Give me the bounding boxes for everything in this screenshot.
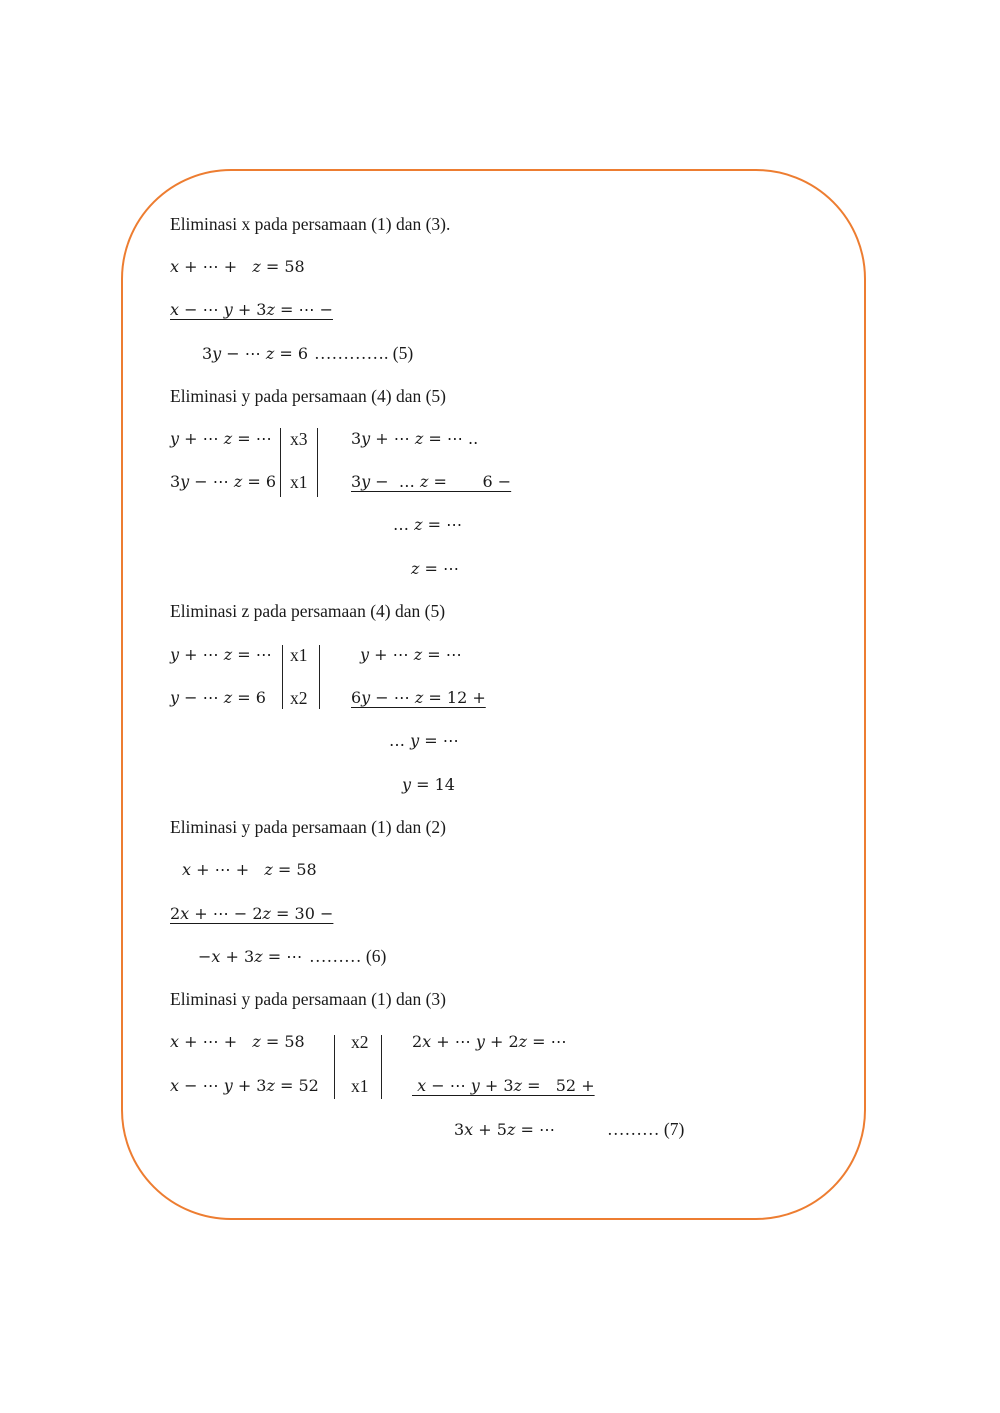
s2-right-equation-1: 3𝑦 + ⋯ 𝑧 = ⋯ .. (351, 429, 479, 448)
s3-result-2: 𝑦 = 14 (402, 775, 455, 794)
s4-result: −𝑥 + 3𝑧 = ⋯ (198, 947, 303, 966)
s3-divider-right (319, 645, 320, 709)
s2-left-equation-2: 3𝑦 − ⋯ 𝑧 = 6 (170, 472, 277, 491)
s2-multiplier-1: x3 (290, 429, 308, 449)
s5-result-label: ……… (7) (607, 1119, 685, 1139)
s5-result: 3𝑥 + 5𝑧 = ⋯ (454, 1120, 555, 1139)
s4-result-label: ……… (6) (309, 946, 387, 966)
s3-result-1: … 𝑦 = ⋯ (389, 731, 459, 750)
s4-equation-2: 2𝑥 + ⋯ − 2𝑧 = 30 − (170, 904, 334, 923)
s5-multiplier-2: x1 (351, 1076, 369, 1096)
s3-divider-left (282, 645, 283, 709)
s3-right-equation-1: 𝑦 + ⋯ 𝑧 = ⋯ (360, 645, 462, 664)
s2-divider-left (280, 428, 281, 497)
s4-equation-1: 𝑥 + ⋯ + 𝑧 = 58 (182, 860, 317, 879)
s2-result-2: 𝑧 = ⋯ (411, 559, 460, 578)
s2-left-equation-1: 𝑦 + ⋯ 𝑧 = ⋯ (170, 429, 272, 448)
s2-divider-right (317, 428, 318, 497)
heading-eliminate-y-1-2: Eliminasi y pada persamaan (1) dan (2) (170, 817, 447, 837)
s5-divider-left (334, 1035, 335, 1099)
s3-left-equation-1: 𝑦 + ⋯ 𝑧 = ⋯ (170, 645, 272, 664)
s5-left-equation-1: 𝑥 + ⋯ + 𝑧 = 58 (170, 1032, 305, 1051)
s5-right-equation-1: 2𝑥 + ⋯ 𝑦 + 2𝑧 = ⋯ (412, 1032, 567, 1051)
heading-eliminate-x-1-3: Eliminasi x pada persamaan (1) dan (3). (170, 214, 451, 234)
s5-right-equation-2: 𝑥 − ⋯ 𝑦 + 3𝑧 = 52 + (412, 1076, 595, 1095)
s2-result-1: … 𝑧 = ⋯ (393, 515, 463, 534)
heading-eliminate-y-1-3: Eliminasi y pada persamaan (1) dan (3) (170, 989, 447, 1009)
s3-multiplier-2: x2 (290, 688, 308, 708)
heading-eliminate-z-4-5: Eliminasi z pada persamaan (4) dan (5) (170, 601, 446, 621)
s2-right-equation-2: 3𝑦 − … 𝑧 = 6 − (351, 472, 512, 491)
heading-eliminate-y-4-5: Eliminasi y pada persamaan (4) dan (5) (170, 386, 447, 406)
s3-multiplier-1: x1 (290, 645, 308, 665)
s3-left-equation-2: 𝑦 − ⋯ 𝑧 = 6 (170, 688, 266, 707)
s2-multiplier-2: x1 (290, 472, 308, 492)
s1-equation-1: 𝑥 + ⋯ + 𝑧 = 58 (170, 257, 305, 276)
s1-result-label: …………. (5) (314, 343, 414, 363)
s5-multiplier-1: x2 (351, 1032, 369, 1052)
s1-equation-3: 𝑥 − ⋯ 𝑦 + 3𝑧 = ⋯ − (170, 300, 333, 319)
s3-right-equation-2: 6𝑦 − ⋯ 𝑧 = 12 + (351, 688, 486, 707)
s5-divider-right (381, 1035, 382, 1099)
s1-result: 3𝑦 − ⋯ 𝑧 = 6 (202, 344, 309, 363)
s5-left-equation-2: 𝑥 − ⋯ 𝑦 + 3𝑧 = 52 (170, 1076, 319, 1095)
